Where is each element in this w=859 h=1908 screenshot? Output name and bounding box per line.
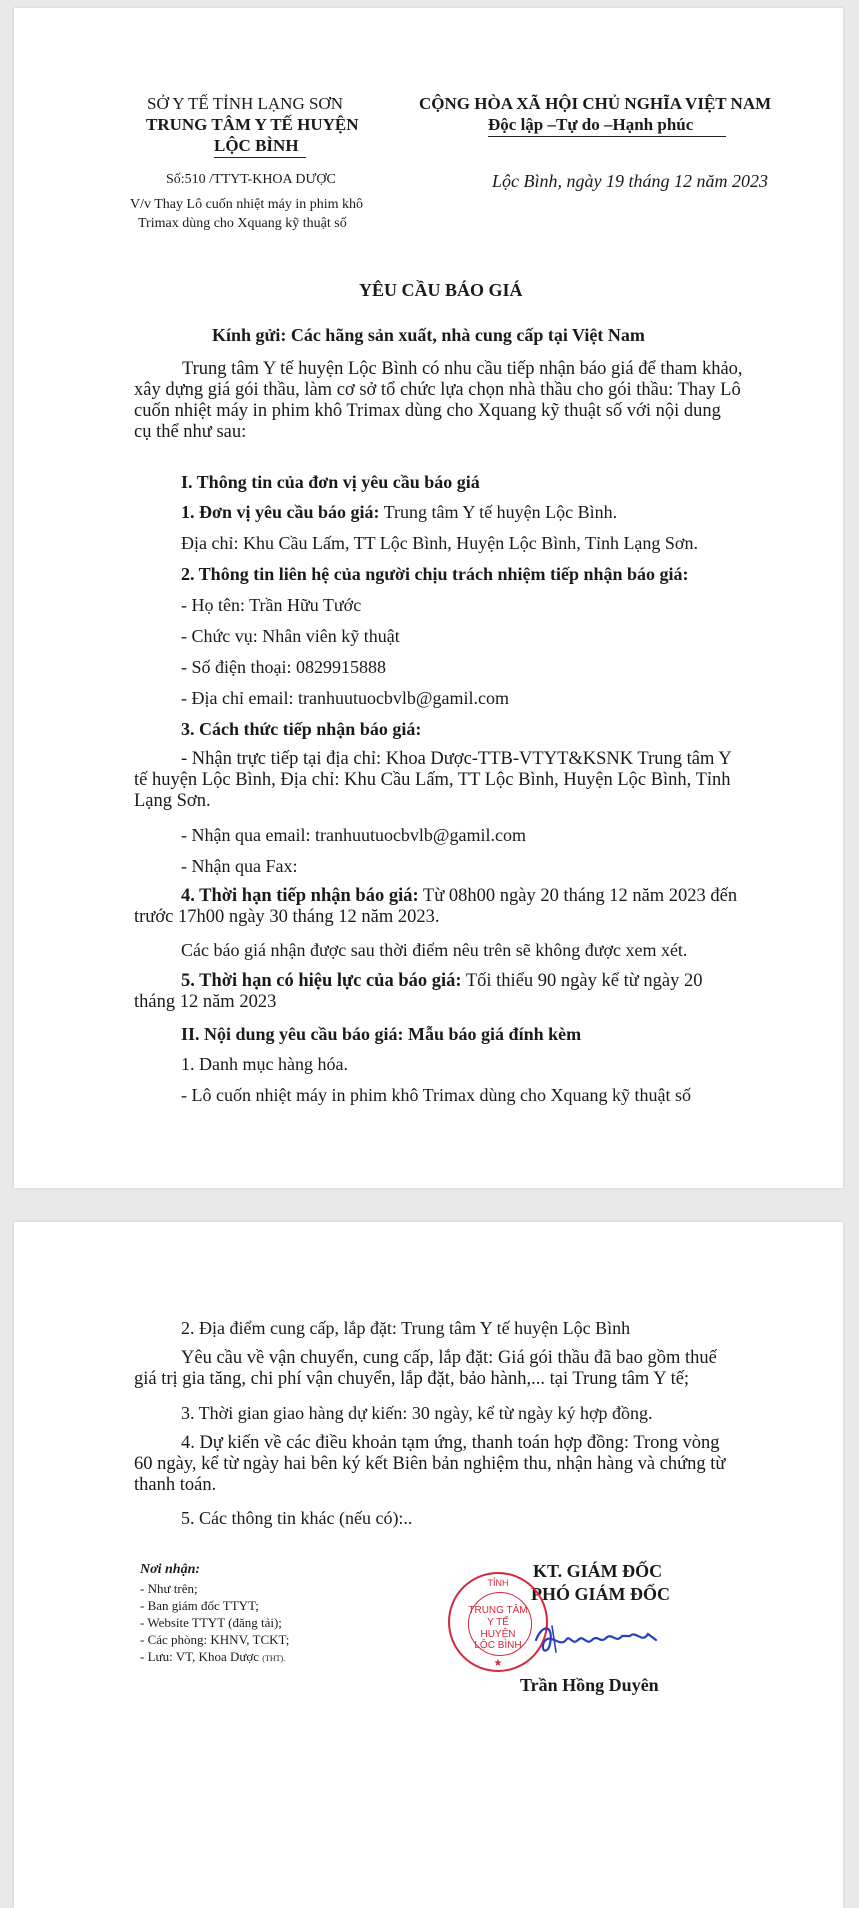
goods-item: - Lô cuốn nhiệt máy in phim khô Trimax dùng cho Xquang kỹ thuật số — [181, 1085, 691, 1105]
recipient-item: - Ban giám đốc TTYT; — [140, 1598, 259, 1613]
intro-line: cuốn nhiệt máy in phim khô Trimax dùng cho Xquang kỹ thuật số với nội dung — [134, 401, 721, 421]
recipients-heading: Nơi nhận: — [140, 1562, 201, 1577]
recipient-item: - Lưu: VT, Khoa Dược — [140, 1649, 260, 1664]
motto-underline — [488, 136, 726, 137]
handwritten-signature — [532, 1618, 662, 1658]
document-date: Lộc Bình, ngày 19 tháng 12 năm 2023 — [492, 171, 768, 191]
stamp-text-3: HUYỆN — [480, 1629, 516, 1640]
recipient-item: - Các phòng: KHNV, TCKT; — [140, 1632, 290, 1647]
unit-underline — [214, 157, 306, 158]
item4-value: Từ 08h00 ngày 20 tháng 12 năm 2023 đến — [418, 886, 738, 906]
other-info: 5. Các thông tin khác (nếu có):.. — [181, 1508, 413, 1528]
contact-email: - Địa chỉ email: tranhuutuocbvlb@gamil.com — [181, 688, 509, 708]
signature-title-2: PHÓ GIÁM ĐỐC — [531, 1584, 670, 1604]
item1-line — [181, 502, 617, 523]
unit-name-line2: LỘC BÌNH — [214, 136, 299, 155]
item4-line2: trước 17h00 ngày 30 tháng 12 năm 2023. — [134, 907, 440, 927]
transport-line: Yêu cầu về vận chuyển, cung cấp, lắp đặt: Giá gói thầu đã bao gồm thuế — [181, 1348, 717, 1368]
stamp-text-1: TRUNG TÂM — [468, 1605, 528, 1616]
payment-paragraph — [134, 1433, 766, 1496]
country-name: CỘNG HÒA XÃ HỘI CHỦ NGHĨA VIỆT NAM — [419, 94, 772, 113]
direct-receipt-line: tế huyện Lộc Bình, Địa chỉ: Khu Cầu Lấm, TT Lộc Bình, Huyện Lộc Bình, Tỉnh — [134, 770, 731, 790]
payment-line: 4. Dự kiến về các điều khoản tạm ứng, thanh toán hợp đồng: Trong vòng — [181, 1433, 720, 1453]
recipient-item: - Như trên; — [140, 1581, 198, 1596]
unit-name-line1: TRUNG TÂM Y TẾ HUYỆN — [146, 115, 359, 134]
goods-list-heading: 1. Danh mục hàng hóa. — [181, 1054, 348, 1074]
section2-heading: II. Nội dung yêu cầu báo giá: Mẫu báo giá đính kèm — [181, 1024, 582, 1044]
delivery-time: 3. Thời gian giao hàng dự kiến: 30 ngày, kể từ ngày ký hợp đồng. — [181, 1403, 653, 1423]
intro-line: xây dựng giá gói thầu, làm cơ sở tổ chức lựa chọn nhà thầu cho gói thầu: Thay Lô — [134, 380, 741, 400]
item5-label: 5. Thời hạn có hiệu lực của báo giá: — [181, 971, 462, 991]
motto: Độc lập –Tự do –Hạnh phúc — [488, 115, 694, 134]
delivery-location: 2. Địa điểm cung cấp, lắp đặt: Trung tâm Y tế huyện Lộc Bình — [181, 1318, 631, 1338]
document-subject-line1: V/v Thay Lô cuốn nhiệt máy in phim khô — [130, 197, 364, 212]
intro-line: cụ thể như sau: — [134, 422, 247, 442]
contact-position: - Chức vụ: Nhân viên kỹ thuật — [181, 626, 400, 646]
item5-line2: tháng 12 năm 2023 — [134, 992, 277, 1012]
item4-paragraph — [134, 886, 766, 928]
item5-paragraph — [134, 971, 766, 1013]
direct-receipt-line: - Nhận trực tiếp tại địa chỉ: Khoa Dược-TTB-VTYT&KSNK Trung tâm Y — [181, 749, 732, 769]
item4-line1 — [134, 886, 766, 907]
payment-line: thanh toán. — [134, 1475, 217, 1495]
recipient-line: Kính gửi: Các hãng sản xuất, nhà cung cấp tại Việt Nam — [212, 325, 645, 345]
direct-receipt-paragraph — [134, 749, 766, 812]
contact-phone: - Số điện thoại: 0829915888 — [181, 657, 386, 677]
item3-label: 3. Cách thức tiếp nhận báo giá: — [181, 719, 422, 739]
document-title: YÊU CẦU BÁO GIÁ — [359, 280, 523, 300]
document-number: Số:510 /TTYT-KHOA DƯỢC — [166, 172, 336, 187]
late-quote-note: Các báo giá nhận được sau thời điểm nêu trên sẽ không được xem xét. — [181, 940, 688, 960]
transport-line: giá trị gia tăng, chi phí vận chuyển, lắp đặt, bảo hành,... tại Trung tâm Y tế; — [134, 1369, 690, 1389]
stamp-star-icon: ★ — [493, 1658, 503, 1669]
receipt-via-fax: - Nhận qua Fax: — [181, 856, 298, 876]
ministry-name: SỞ Y TẾ TỈNH LẠNG SƠN — [147, 94, 343, 113]
stamp-text-4: LỘC BÌNH — [474, 1640, 522, 1651]
item4-label: 4. Thời hạn tiếp nhận báo giá: — [181, 886, 419, 906]
stamp-text-2: Y TẾ — [487, 1617, 509, 1628]
contact-name: - Họ tên: Trần Hữu Tước — [181, 595, 362, 615]
direct-receipt-line: Lạng Sơn. — [134, 791, 211, 811]
unit-address: Địa chỉ: Khu Cầu Lấm, TT Lộc Bình, Huyện Lộc Bình, Tỉnh Lạng Sơn. — [181, 533, 698, 553]
signature-title-1: KT. GIÁM ĐỐC — [533, 1561, 663, 1581]
item2-label: 2. Thông tin liên hệ của người chịu trách nhiệm tiếp nhận báo giá: — [181, 564, 689, 584]
receipt-via-email: - Nhận qua email: tranhuutuocbvlb@gamil.com — [181, 825, 526, 845]
recipient-item: - Website TTYT (đăng tải); — [140, 1615, 282, 1630]
stamp-top-text: TỈNH — [487, 1578, 509, 1588]
signer-name: Trần Hồng Duyên — [520, 1675, 659, 1695]
intro-paragraph — [134, 359, 766, 443]
recipient-suffix: (THT). — [262, 1654, 286, 1663]
item5-line1 — [134, 971, 766, 992]
item1-label: 1. Đơn vị yêu cầu báo giá: — [181, 502, 380, 522]
section1-heading: I. Thông tin của đơn vị yêu cầu báo giá — [181, 472, 480, 492]
item1-value: Trung tâm Y tế huyện Lộc Bình. — [379, 502, 618, 522]
intro-line: Trung tâm Y tế huyện Lộc Bình có nhu cầu tiếp nhận báo giá để tham khảo, — [182, 359, 743, 379]
item5-value: Tối thiểu 90 ngày kể từ ngày 20 — [461, 971, 703, 991]
transport-paragraph — [134, 1348, 766, 1390]
document-subject-line2: Trimax dùng cho Xquang kỹ thuật số — [138, 216, 347, 231]
payment-line: 60 ngày, kể từ ngày hai bên ký kết Biên bản nghiệm thu, nhận hàng và chứng từ — [134, 1454, 726, 1474]
recipient-item-last — [140, 1649, 285, 1665]
